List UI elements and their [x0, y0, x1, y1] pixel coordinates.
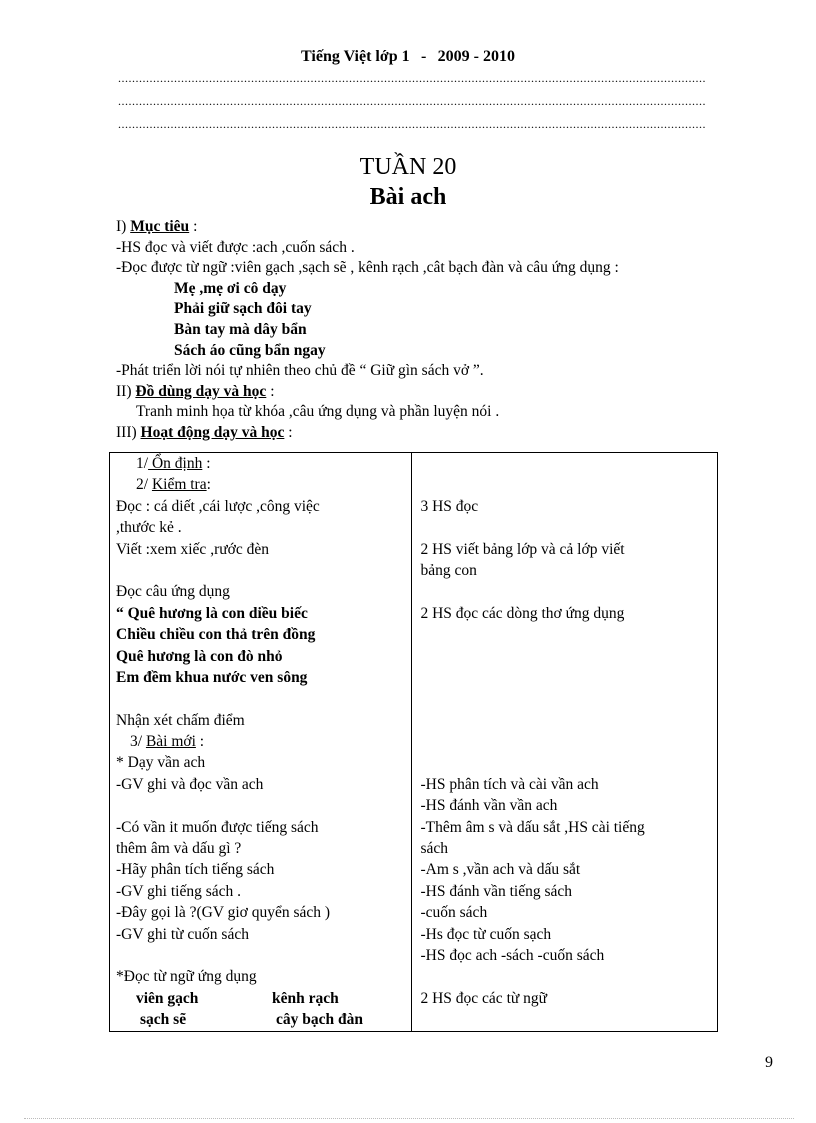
- section-title: Đồ dùng dạy và học: [135, 382, 267, 400]
- step-colon: :: [195, 733, 205, 751]
- page-header: [0, 48, 816, 66]
- teacher-line: -GV ghi tiếng sách .: [116, 882, 241, 900]
- step-heading: [110, 474, 411, 495]
- teacher-line: Nhận xét chấm điểm: [116, 711, 245, 729]
- student-line: -HS đánh vần tiếng sách: [420, 882, 573, 900]
- section-title: Hoạt động dạy và học: [140, 423, 285, 441]
- teacher-line: Đọc câu ứng dụng: [116, 583, 230, 601]
- student-line: -HS đọc ach -sách -cuốn sách: [420, 946, 605, 964]
- section-colon: :: [189, 218, 198, 235]
- student-line: -cuốn sách: [420, 904, 488, 922]
- teacher-line: thêm âm và dấu gì ?: [116, 840, 242, 858]
- section-colon: :: [266, 382, 275, 400]
- word-row: [110, 988, 411, 1009]
- blank-line: [412, 731, 717, 752]
- section-title: Mục tiêu: [130, 218, 190, 235]
- teacher-line: * Dạy vần ach: [116, 754, 206, 772]
- student-line: 2 HS viết bảng lớp và cả lớp viết: [420, 540, 625, 558]
- student-line: -HS phân tích và cài vần ach: [420, 775, 599, 793]
- header-subject: Tiếng Việt lớp 1: [301, 48, 410, 65]
- blank-line: [110, 945, 411, 966]
- header-dash: -: [420, 48, 427, 65]
- blank-line: [412, 517, 717, 538]
- teacher-line: -Đây gọi là ?(GV giơ quyển sách ): [116, 904, 331, 922]
- blank-line: [110, 688, 411, 709]
- blank-line: [412, 966, 717, 987]
- step-number: 1/: [136, 455, 149, 472]
- student-line: -Am s ,vần ach và dấu sắt: [420, 861, 581, 879]
- step-title: Kiểm tra: [151, 476, 207, 494]
- student-column: [412, 453, 718, 1032]
- blank-line: [110, 560, 411, 581]
- step-number: 2/: [136, 476, 152, 494]
- page-bottom-rule: [24, 1118, 794, 1119]
- verse-line: Chiều chiều con thả trên đồng: [116, 626, 316, 644]
- blank-line: [412, 646, 717, 667]
- dotted-line: ........................................................................................................................................................................: [118, 95, 706, 107]
- page-number: 9: [765, 1054, 773, 1071]
- word-item: viên gạch: [136, 989, 199, 1007]
- blank-line: [412, 474, 717, 495]
- section-number: II): [116, 382, 132, 400]
- verse-line: Quê hương là con đò nhỏ: [116, 647, 283, 665]
- student-line: -HS đánh vần vần ach: [420, 797, 558, 815]
- lesson-body: [116, 217, 776, 444]
- dotted-line: ........................................................................................................................................................................: [118, 72, 706, 84]
- blank-line: [412, 1009, 717, 1030]
- teacher-line: -Hãy phân tích tiếng sách: [116, 861, 275, 879]
- section-colon: :: [284, 423, 293, 441]
- student-line: bảng con: [420, 561, 477, 579]
- step-colon: :: [202, 455, 211, 472]
- blank-line: [412, 710, 717, 731]
- teacher-line: ,thước kẻ .: [116, 519, 182, 537]
- word-item: sạch sẽ: [140, 1011, 187, 1029]
- lesson-title: Bài ach: [369, 184, 447, 210]
- word-item: kênh rạch: [272, 989, 339, 1007]
- teacher-line: Viết :xem xiếc ,rước đèn: [116, 540, 269, 558]
- student-line: sách: [420, 840, 449, 858]
- objective-line: -Phát triển lời nói tự nhiên theo chủ đề “ Giữ gìn sách vở ”.: [116, 362, 484, 380]
- blank-line: [412, 453, 717, 474]
- blank-line: [110, 795, 411, 816]
- blank-line: [412, 667, 717, 688]
- poem-line: Mẹ ,mẹ ơi cô dạy: [174, 279, 287, 297]
- student-line: 2 HS đọc các từ ngữ: [420, 989, 548, 1007]
- word-row: [110, 1009, 411, 1030]
- section-heading: [116, 423, 776, 444]
- teacher-line: *Đọc từ ngữ ứng dụng: [116, 968, 257, 986]
- objective-line: -Đọc được từ ngữ :viên gạch ,sạch sẽ , kênh rạch ,cât bạch đàn và câu ứng dụng :: [116, 259, 619, 277]
- poem-line: Sách áo cũng bẩn ngay: [174, 341, 326, 359]
- blank-line: [412, 624, 717, 645]
- blank-line: [412, 752, 717, 773]
- step-heading: [110, 453, 411, 474]
- header-year: 2009 - 2010: [437, 48, 515, 65]
- word-item: cây bạch đàn: [276, 1011, 363, 1029]
- verse-line: “ Quê hương là con diều biếc: [116, 604, 308, 622]
- step-heading: [110, 731, 411, 752]
- verse-line: Em đềm khua nước ven sông: [116, 668, 308, 686]
- teacher-line: -GV ghi và đọc vần ach: [116, 775, 264, 793]
- section-heading: [116, 217, 776, 238]
- section-number: III): [116, 423, 137, 441]
- step-title: Bài mới: [145, 733, 196, 751]
- teacher-line: Đọc : cá diết ,cái lược ,công việc: [116, 497, 320, 515]
- week-title: TUẦN 20: [359, 154, 457, 180]
- step-title: Ổn định: [148, 455, 203, 472]
- materials-line: Tranh minh họa từ khóa ,câu ứng dụng và phần luyện nói .: [136, 403, 500, 421]
- student-line: 3 HS đọc: [420, 497, 479, 515]
- student-line: -Hs đọc từ cuốn sạch: [420, 925, 552, 943]
- poem-line: Bàn tay mà dây bẩn: [174, 320, 307, 338]
- step-colon: :: [206, 476, 211, 494]
- teacher-line: -GV ghi từ cuốn sách: [116, 925, 249, 943]
- student-line: -Thêm âm s và dấu sắt ,HS cài tiếng: [420, 818, 645, 836]
- section-number: I): [116, 218, 127, 235]
- objective-line: -HS đọc và viết được :ach ,cuốn sách .: [116, 238, 355, 256]
- student-line: 2 HS đọc các dòng thơ ứng dụng: [420, 604, 625, 622]
- blank-line: [412, 581, 717, 602]
- step-number: 3/: [130, 733, 146, 751]
- section-heading: [116, 382, 776, 403]
- blank-line: [412, 688, 717, 709]
- teacher-column: [110, 453, 412, 1032]
- activities-table: [109, 452, 718, 1032]
- teacher-line: -Có vần it muốn được tiếng sách: [116, 818, 319, 836]
- dotted-line: ........................................................................................................................................................................: [118, 118, 706, 130]
- poem-line: Phải giữ sạch đôi tay: [174, 300, 312, 318]
